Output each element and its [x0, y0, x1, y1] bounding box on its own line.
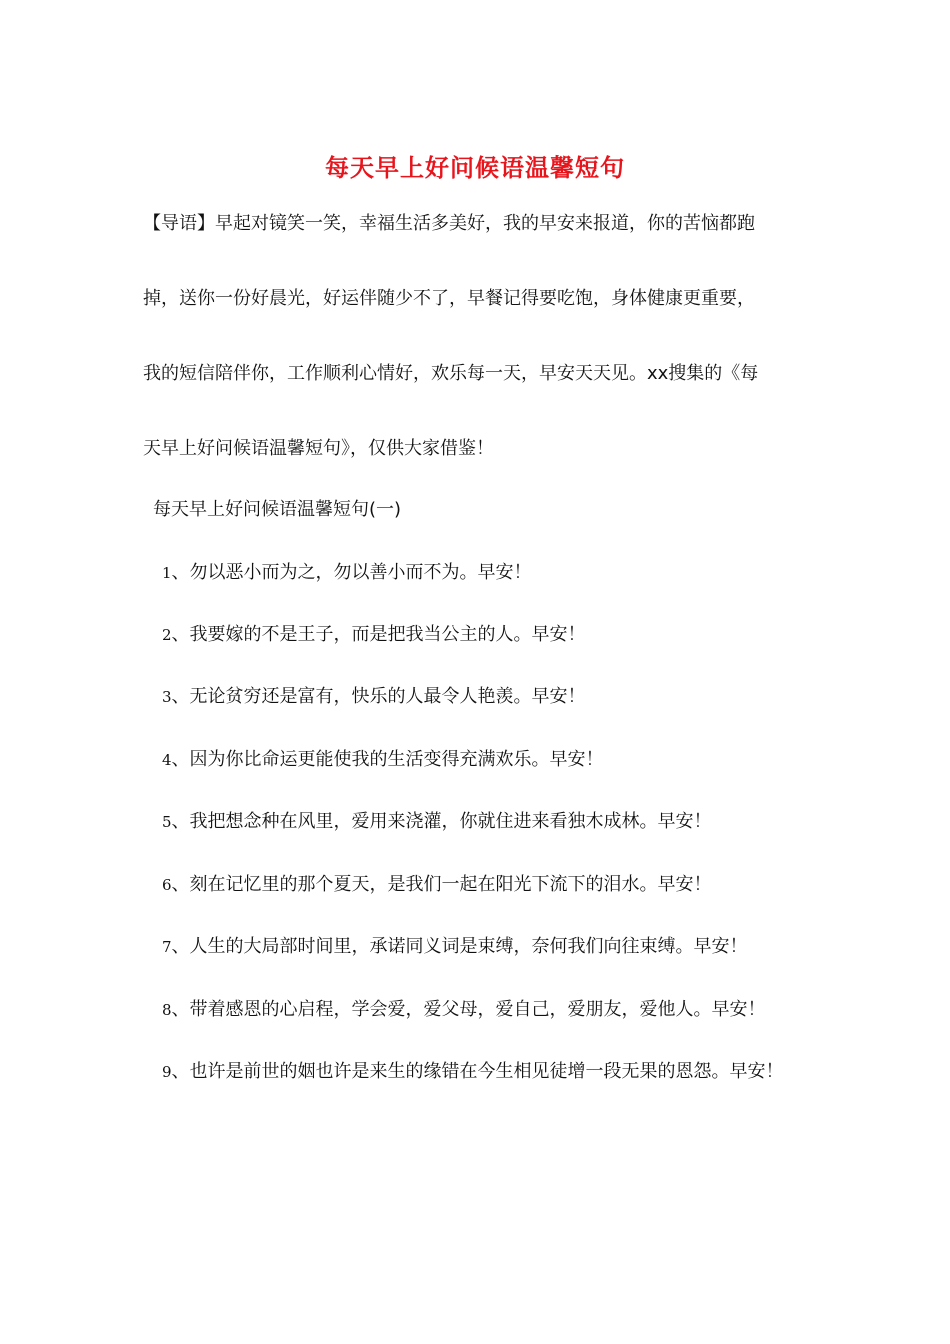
list-item-number: 2 — [162, 626, 172, 644]
list-item — [162, 808, 712, 836]
list-item-text: 、因为你比命运更能使我的生活变得充满欢乐。早安！ — [171, 749, 604, 770]
list-item-number: 9 — [162, 1063, 172, 1081]
list-item — [162, 621, 586, 649]
intro-line: 掉，送你一份好晨光，好运伴随少不了，早餐记得要吃饱，身体健康更重要， — [143, 288, 755, 309]
list-item — [162, 683, 586, 711]
intro-line: 天早上好问候语温馨短句》，仅供大家借鉴！ — [143, 438, 494, 459]
document-title: 每天早上好问候语温馨短句 — [325, 153, 625, 182]
list-item-number: 6 — [162, 876, 172, 894]
list-item-number: 8 — [162, 1001, 172, 1019]
list-item-number: 3 — [162, 688, 172, 706]
list-item-number: 5 — [162, 813, 172, 831]
intro-line: 我的短信陪伴你，工作顺利心情好，欢乐每一天，早安天天见。xx搜集的《每 — [143, 363, 759, 384]
list-item — [162, 559, 532, 587]
list-item-text: 、我要嫁的不是王子，而是把我当公主的人。早安！ — [171, 624, 586, 645]
list-item — [162, 871, 712, 899]
list-item-text: 、刻在记忆里的那个夏天，是我们一起在阳光下流下的泪水。早安！ — [171, 874, 712, 895]
list-item-text: 、我把想念种在风里，爱用来浇灌，你就住进来看独木成林。早安！ — [171, 811, 712, 832]
list-item-text: 、带着感恩的心启程，学会爱，爱父母，爱自己，爱朋友，爱他人。早安！ — [171, 999, 766, 1020]
section-heading: 每天早上好问候语温馨短句(一) — [153, 499, 402, 520]
list-item-number: 7 — [162, 938, 172, 956]
list-item-number: 4 — [162, 751, 172, 769]
list-item-text: 、无论贫穷还是富有，快乐的人最令人艳羡。早安！ — [171, 686, 586, 707]
list-item-number: 1 — [162, 564, 172, 582]
list-item-text: 、人生的大局部时间里，承诺同义词是束缚，奈何我们向往束缚。早安！ — [171, 936, 748, 957]
list-item — [162, 1058, 784, 1086]
list-item — [162, 933, 748, 961]
intro-line: 【导语】早起对镜笑一笑，幸福生活多美好，我的早安来报道，你的苦恼都跑 — [143, 213, 755, 234]
list-item-text: 、勿以恶小而为之，勿以善小而不为。早安！ — [171, 562, 532, 583]
list-item — [162, 746, 604, 774]
list-item-text: 、也许是前世的姻也许是来生的缘错在今生相见徒增一段无果的恩怨。早安！ — [171, 1061, 784, 1082]
list-item — [162, 996, 766, 1024]
